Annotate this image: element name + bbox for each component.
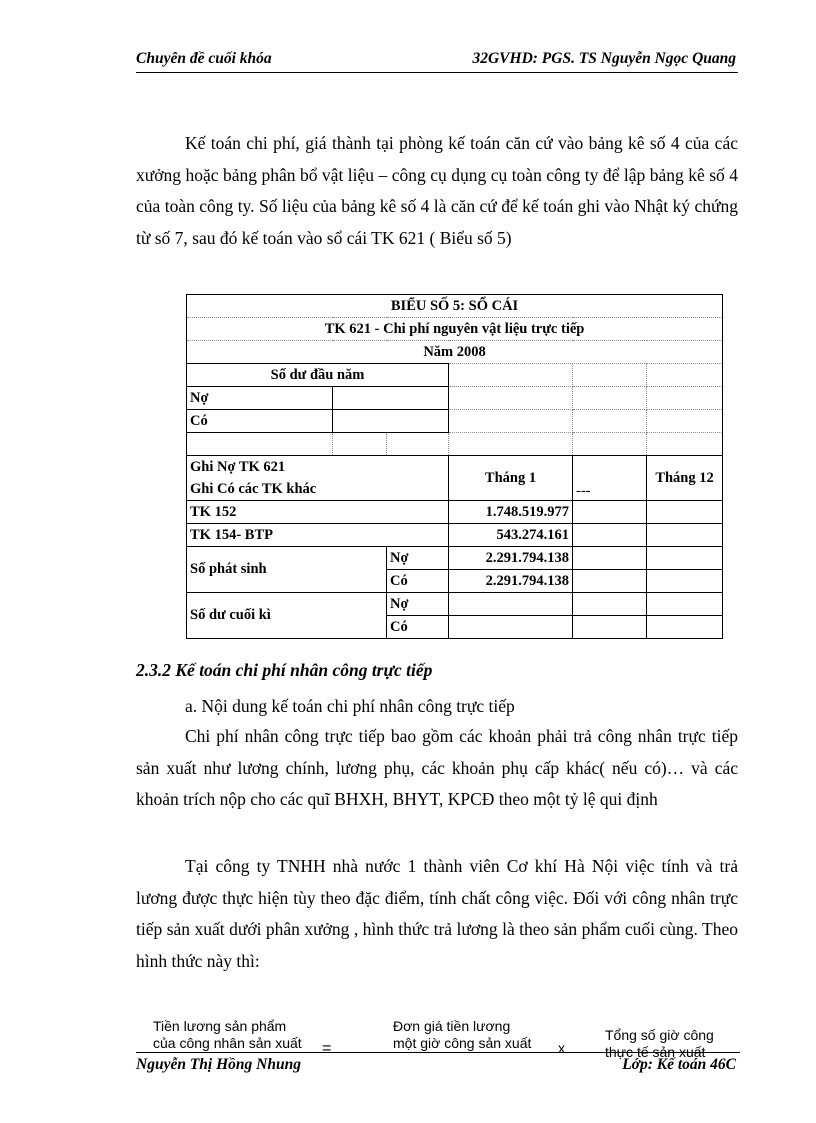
ghi-co-label: Ghi Có các TK khác bbox=[190, 481, 317, 497]
opening-debit-value bbox=[333, 387, 449, 410]
formula-term-hours: Tổng số giờ công thực tế sản xuất bbox=[605, 1027, 714, 1060]
month1-header: Tháng 1 bbox=[449, 456, 573, 501]
opening-credit-value bbox=[333, 410, 449, 433]
closing-credit-label: Có bbox=[387, 616, 449, 639]
ellipsis-header: --- bbox=[573, 456, 647, 501]
labor-cost-paragraph: Chi phí nhân công trực tiếp bao gồm các khoản phải trả công nhân trực tiếp sản xuất như lương chính, lương phụ, các khoản phụ cấp khác( nếu có)… và các khoản trích nộp cho các quĩ BHXH, BHYT, KPCĐ theo một tỷ lệ qui định bbox=[136, 726, 738, 809]
month12-header: Tháng 12 bbox=[647, 456, 723, 501]
opening-balance-header: Số dư đầu năm bbox=[187, 364, 449, 387]
wage-method-paragraph: Tại công ty TNHH nhà nước 1 thành viên Cơ khí Hà Nội việc tính và trả lương được thực hiện tùy theo đặc điểm, tính chất công việc. Đối với công nhân trực tiếp sản xuất dưới phân xưởng , hình thức trả lương là theo sản phẩm cuối cùng. Theo hình thức này thì: bbox=[136, 856, 738, 971]
section-heading: 2.3.2 Kế toán chi phí nhân công trực tiếp bbox=[136, 660, 433, 680]
arising-label: Số phát sinh bbox=[187, 547, 387, 593]
closing-label: Số dư cuối kì bbox=[187, 593, 387, 639]
header-course-title: Chuyên đề cuối khóa bbox=[136, 50, 272, 67]
ledger-year: Năm 2008 bbox=[187, 341, 723, 364]
account-row-label: TK 152 bbox=[187, 501, 449, 524]
account-row-month1: 1.748.519.977 bbox=[449, 501, 573, 524]
arising-debit-value: 2.291.794.138 bbox=[449, 547, 573, 570]
opening-debit-label: Nợ bbox=[187, 387, 333, 410]
closing-debit-label: Nợ bbox=[387, 593, 449, 616]
footer-class: Lớp: Kế toán 46C bbox=[622, 1056, 736, 1073]
account-row-label: TK 154- BTP bbox=[187, 524, 449, 547]
formula-times: x bbox=[558, 1040, 565, 1056]
intro-paragraph: Kế toán chi phí, giá thành tại phòng kế toán căn cứ vào bảng kê số 4 của các xưởng hoặc bảng phân bổ vật liệu – công cụ dụng cụ toàn công ty để lập bảng kê số 4 của toàn công ty. Số liệu của bảng kê số 4 là căn cứ để kế toán ghi vào Nhật ký chứng từ số 7, sau đó kế toán vào sổ cái TK 621 ( Biểu số 5) bbox=[136, 133, 738, 248]
arising-debit-label: Nợ bbox=[387, 547, 449, 570]
footer-author: Nguyễn Thị Hồng Nhung bbox=[136, 1056, 301, 1073]
header-supervisor: 32GVHD: PGS. TS Nguyễn Ngọc Quang bbox=[472, 50, 736, 67]
arising-credit-label: Có bbox=[387, 570, 449, 593]
ghi-header bbox=[187, 456, 449, 501]
subsection-a: a. Nội dung kế toán chi phí nhân công trực tiếp bbox=[185, 696, 515, 716]
opening-credit-label: Có bbox=[187, 410, 333, 433]
ledger-account-title: TK 621 - Chi phí nguyên vật liệu trực tiếp bbox=[187, 318, 723, 341]
arising-credit-value: 2.291.794.138 bbox=[449, 570, 573, 593]
formula-term-wage: Tiền lương sản phẩm của công nhân sản xuất bbox=[153, 1018, 302, 1051]
ledger-table bbox=[186, 294, 723, 639]
ledger-title: BIỂU SỐ 5: SỔ CÁI bbox=[187, 295, 723, 318]
formula-equals: = bbox=[322, 1040, 332, 1057]
ghi-no-label: Ghi Nợ TK 621 bbox=[190, 459, 286, 475]
page-header bbox=[136, 48, 738, 73]
formula-term-unit-price: Đơn giá tiền lương một giờ công sản xuất bbox=[393, 1018, 532, 1051]
footer-rule bbox=[136, 1052, 740, 1053]
account-row-month1: 543.274.161 bbox=[449, 524, 573, 547]
